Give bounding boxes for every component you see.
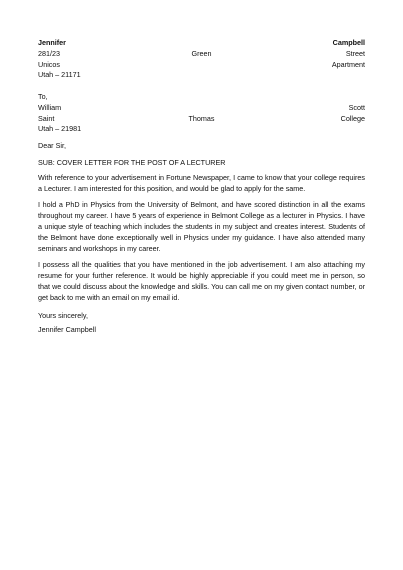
sender-city: Utah – 21171 (38, 70, 81, 80)
sender-building: Apartment (331, 59, 365, 69)
signature: Jennifer Campbell (38, 325, 96, 335)
recipient-name-row (38, 103, 365, 114)
body-paragraph-3: I possess all the qualities that you have mentioned in the job advertisement. I am also attaching my resume for your further reference. It would be highly appreciable if you could meet me in person, so that we could discuss about the knowledge and skills. You can call me on my given contact number, or get back to me with an email on my email id. (38, 260, 365, 302)
recipient-line-right: College (340, 113, 365, 123)
body-paragraph-2: I hold a PhD in Physics from the University of Belmont, and have scored distinction in all the exams throughout my career. I have 5 years of experience in Belmont College as a lecturer in Physics. I have a unique style of teaching which includes the students in my subject and creates interest. Students of the Belmont have done exceptionally well in Physics under my guidance. I have also attended many seminars and workshops in my career. (38, 200, 365, 253)
subject-line: SUB: COVER LETTER FOR THE POST OF A LECTURER (38, 157, 226, 167)
recipient-to-label: To, (38, 91, 48, 101)
sender-street-word: Street (345, 48, 365, 58)
recipient-college-row (38, 114, 365, 125)
sender-last-name: Campbell (332, 38, 365, 47)
recipient-first-name: William (38, 102, 62, 112)
sender-name-row (38, 38, 365, 49)
closing: Yours sincerely, (38, 310, 88, 320)
sender-area: Unicos (38, 59, 60, 69)
sender-first-name: Jennifer (38, 38, 66, 47)
body-paragraph-1: With reference to your advertisement in Fortune Newspaper, I came to know that your college requires a Lecturer. I am interested for this position, and would be glad to apply for the same. (38, 172, 365, 193)
recipient-line-center: Thomas (188, 113, 215, 123)
recipient-last-name: Scott (348, 102, 365, 112)
sender-street-row (38, 49, 365, 60)
salutation: Dear Sir, (38, 141, 66, 151)
sender-house: 281/23 (38, 48, 60, 58)
recipient-line-left: Saint (38, 113, 55, 123)
recipient-city: Utah – 21981 (38, 124, 82, 134)
sender-street-name: Green (191, 48, 212, 58)
sender-area-row (38, 60, 365, 71)
